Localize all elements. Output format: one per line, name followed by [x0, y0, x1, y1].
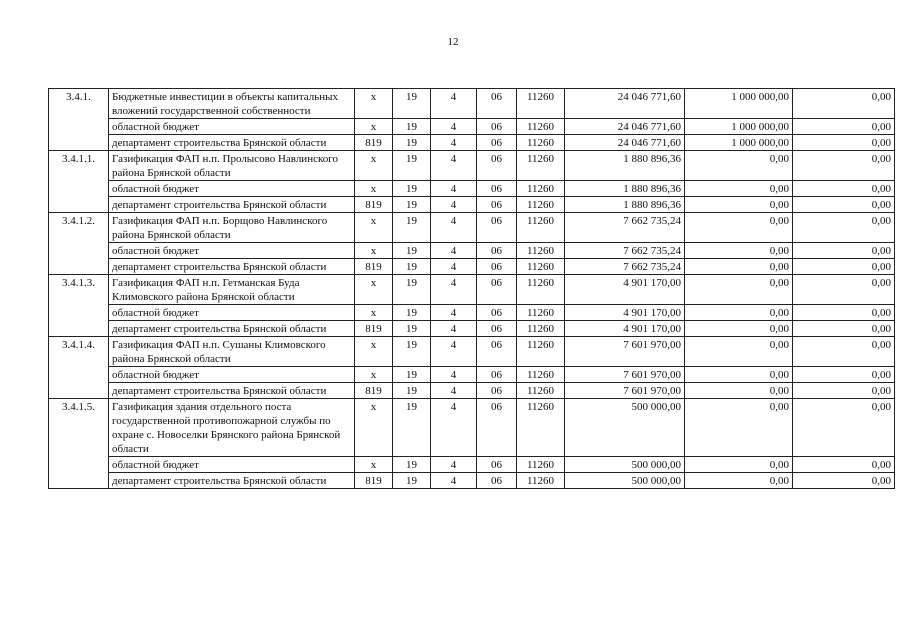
program-code: 06: [477, 337, 517, 367]
item-name: департамент строительства Брянской области: [109, 135, 355, 151]
program-code: 06: [477, 457, 517, 473]
glav-code: 819: [355, 197, 393, 213]
amount-year-1: 24 046 771,60: [565, 135, 685, 151]
table-row: [49, 89, 895, 119]
target-code: 11260: [517, 473, 565, 489]
table-row: [49, 321, 895, 337]
program-code: 06: [477, 259, 517, 275]
item-name: областной бюджет: [109, 367, 355, 383]
glav-code: х: [355, 399, 393, 457]
target-code: 11260: [517, 321, 565, 337]
amount-year-3: 0,00: [793, 151, 895, 181]
target-code: 11260: [517, 135, 565, 151]
amount-year-1: 4 901 170,00: [565, 275, 685, 305]
amount-year-3: 0,00: [793, 181, 895, 197]
page-number: 12: [447, 36, 459, 48]
program-code: 06: [477, 367, 517, 383]
target-code: 11260: [517, 275, 565, 305]
subsection-code: 4: [431, 213, 477, 243]
item-name: департамент строительства Брянской области: [109, 383, 355, 399]
amount-year-2: 0,00: [685, 197, 793, 213]
amount-year-1: 4 901 170,00: [565, 321, 685, 337]
amount-year-2: 0,00: [685, 337, 793, 367]
section-code: 19: [393, 89, 431, 119]
item-number: 3.4.1.3.: [49, 275, 109, 337]
amount-year-3: 0,00: [793, 89, 895, 119]
section-code: 19: [393, 399, 431, 457]
subsection-code: 4: [431, 89, 477, 119]
item-name: Газификация здания отдельного поста государственной противопожарной службы по охране с. Новоселки Брянского района Брянской области: [109, 399, 355, 457]
subsection-code: 4: [431, 275, 477, 305]
section-code: 19: [393, 213, 431, 243]
amount-year-3: 0,00: [793, 275, 895, 305]
item-name: Газификация ФАП н.п. Борщово Навлинского района Брянской области: [109, 213, 355, 243]
glav-code: х: [355, 457, 393, 473]
program-code: 06: [477, 243, 517, 259]
amount-year-3: 0,00: [793, 197, 895, 213]
glav-code: х: [355, 119, 393, 135]
amount-year-2: 0,00: [685, 151, 793, 181]
amount-year-2: 1 000 000,00: [685, 135, 793, 151]
amount-year-3: 0,00: [793, 321, 895, 337]
program-code: 06: [477, 275, 517, 305]
target-code: 11260: [517, 197, 565, 213]
target-code: 11260: [517, 119, 565, 135]
program-code: 06: [477, 135, 517, 151]
budget-table: [48, 88, 895, 489]
target-code: 11260: [517, 181, 565, 197]
subsection-code: 4: [431, 181, 477, 197]
item-name: департамент строительства Брянской области: [109, 321, 355, 337]
subsection-code: 4: [431, 367, 477, 383]
amount-year-3: 0,00: [793, 213, 895, 243]
subsection-code: 4: [431, 337, 477, 367]
item-name: областной бюджет: [109, 243, 355, 259]
amount-year-1: 7 662 735,24: [565, 213, 685, 243]
glav-code: 819: [355, 135, 393, 151]
item-number: 3.4.1.: [49, 89, 109, 151]
table-row: [49, 197, 895, 213]
item-number: 3.4.1.5.: [49, 399, 109, 489]
glav-code: 819: [355, 473, 393, 489]
section-code: 19: [393, 119, 431, 135]
item-name: областной бюджет: [109, 305, 355, 321]
amount-year-3: 0,00: [793, 119, 895, 135]
section-code: 19: [393, 151, 431, 181]
subsection-code: 4: [431, 243, 477, 259]
budget-table-body: [49, 89, 895, 489]
amount-year-1: 500 000,00: [565, 473, 685, 489]
amount-year-1: 1 880 896,36: [565, 197, 685, 213]
item-number: 3.4.1.2.: [49, 213, 109, 275]
section-code: 19: [393, 197, 431, 213]
amount-year-2: 0,00: [685, 399, 793, 457]
table-row: [49, 259, 895, 275]
section-code: 19: [393, 305, 431, 321]
item-name: Бюджетные инвестиции в объекты капитальных вложений государственной собственности: [109, 89, 355, 119]
target-code: 11260: [517, 89, 565, 119]
table-row: [49, 399, 895, 457]
program-code: 06: [477, 213, 517, 243]
amount-year-2: 0,00: [685, 457, 793, 473]
amount-year-2: 0,00: [685, 305, 793, 321]
amount-year-1: 7 601 970,00: [565, 367, 685, 383]
program-code: 06: [477, 473, 517, 489]
subsection-code: 4: [431, 151, 477, 181]
item-name: департамент строительства Брянской области: [109, 473, 355, 489]
program-code: 06: [477, 305, 517, 321]
item-number: 3.4.1.1.: [49, 151, 109, 213]
section-code: 19: [393, 243, 431, 259]
program-code: 06: [477, 321, 517, 337]
section-code: 19: [393, 321, 431, 337]
amount-year-1: 7 662 735,24: [565, 243, 685, 259]
subsection-code: 4: [431, 457, 477, 473]
table-row: [49, 337, 895, 367]
glav-code: х: [355, 305, 393, 321]
section-code: 19: [393, 473, 431, 489]
glav-code: 819: [355, 259, 393, 275]
section-code: 19: [393, 275, 431, 305]
table-row: [49, 243, 895, 259]
program-code: 06: [477, 197, 517, 213]
target-code: 11260: [517, 457, 565, 473]
glav-code: х: [355, 181, 393, 197]
amount-year-3: 0,00: [793, 383, 895, 399]
target-code: 11260: [517, 383, 565, 399]
glav-code: х: [355, 89, 393, 119]
program-code: 06: [477, 399, 517, 457]
glav-code: х: [355, 367, 393, 383]
item-name: Газификация ФАП н.п. Гетманская Буда Климовского района Брянской области: [109, 275, 355, 305]
amount-year-3: 0,00: [793, 135, 895, 151]
subsection-code: 4: [431, 135, 477, 151]
subsection-code: 4: [431, 259, 477, 275]
amount-year-2: 0,00: [685, 243, 793, 259]
subsection-code: 4: [431, 305, 477, 321]
section-code: 19: [393, 457, 431, 473]
table-row: [49, 473, 895, 489]
program-code: 06: [477, 181, 517, 197]
glav-code: х: [355, 243, 393, 259]
glav-code: х: [355, 337, 393, 367]
program-code: 06: [477, 119, 517, 135]
target-code: 11260: [517, 213, 565, 243]
amount-year-1: 7 601 970,00: [565, 337, 685, 367]
amount-year-1: 7 662 735,24: [565, 259, 685, 275]
amount-year-1: 1 880 896,36: [565, 181, 685, 197]
table-row: [49, 383, 895, 399]
item-name: областной бюджет: [109, 119, 355, 135]
table-row: [49, 135, 895, 151]
item-name: Газификация ФАП н.п. Сушаны Климовского района Брянской области: [109, 337, 355, 367]
amount-year-2: 1 000 000,00: [685, 119, 793, 135]
amount-year-2: 1 000 000,00: [685, 89, 793, 119]
amount-year-3: 0,00: [793, 367, 895, 383]
amount-year-2: 0,00: [685, 383, 793, 399]
amount-year-1: 24 046 771,60: [565, 119, 685, 135]
amount-year-1: 500 000,00: [565, 399, 685, 457]
item-name: департамент строительства Брянской области: [109, 259, 355, 275]
amount-year-3: 0,00: [793, 337, 895, 367]
table-row: [49, 181, 895, 197]
subsection-code: 4: [431, 383, 477, 399]
table-row: [49, 367, 895, 383]
item-number: 3.4.1.4.: [49, 337, 109, 399]
item-name: областной бюджет: [109, 181, 355, 197]
amount-year-3: 0,00: [793, 305, 895, 321]
item-name: Газификация ФАП н.п. Пролысово Навлинского района Брянской области: [109, 151, 355, 181]
amount-year-1: 7 601 970,00: [565, 383, 685, 399]
target-code: 11260: [517, 367, 565, 383]
amount-year-2: 0,00: [685, 275, 793, 305]
item-name: областной бюджет: [109, 457, 355, 473]
target-code: 11260: [517, 399, 565, 457]
subsection-code: 4: [431, 119, 477, 135]
section-code: 19: [393, 259, 431, 275]
glav-code: х: [355, 275, 393, 305]
amount-year-2: 0,00: [685, 473, 793, 489]
amount-year-1: 1 880 896,36: [565, 151, 685, 181]
program-code: 06: [477, 383, 517, 399]
glav-code: 819: [355, 321, 393, 337]
amount-year-3: 0,00: [793, 399, 895, 457]
target-code: 11260: [517, 243, 565, 259]
target-code: 11260: [517, 337, 565, 367]
amount-year-2: 0,00: [685, 321, 793, 337]
item-name: департамент строительства Брянской области: [109, 197, 355, 213]
glav-code: 819: [355, 383, 393, 399]
program-code: 06: [477, 151, 517, 181]
table-row: [49, 119, 895, 135]
program-code: 06: [477, 89, 517, 119]
target-code: 11260: [517, 305, 565, 321]
amount-year-1: 24 046 771,60: [565, 89, 685, 119]
amount-year-3: 0,00: [793, 457, 895, 473]
amount-year-2: 0,00: [685, 367, 793, 383]
section-code: 19: [393, 181, 431, 197]
section-code: 19: [393, 383, 431, 399]
section-code: 19: [393, 337, 431, 367]
table-row: [49, 275, 895, 305]
subsection-code: 4: [431, 197, 477, 213]
table-row: [49, 457, 895, 473]
glav-code: х: [355, 151, 393, 181]
subsection-code: 4: [431, 399, 477, 457]
amount-year-3: 0,00: [793, 473, 895, 489]
subsection-code: 4: [431, 473, 477, 489]
glav-code: х: [355, 213, 393, 243]
amount-year-2: 0,00: [685, 181, 793, 197]
target-code: 11260: [517, 259, 565, 275]
amount-year-1: 500 000,00: [565, 457, 685, 473]
amount-year-1: 4 901 170,00: [565, 305, 685, 321]
amount-year-2: 0,00: [685, 259, 793, 275]
subsection-code: 4: [431, 321, 477, 337]
target-code: 11260: [517, 151, 565, 181]
amount-year-3: 0,00: [793, 243, 895, 259]
table-row: [49, 305, 895, 321]
amount-year-2: 0,00: [685, 213, 793, 243]
section-code: 19: [393, 135, 431, 151]
table-row: [49, 213, 895, 243]
table-row: [49, 151, 895, 181]
amount-year-3: 0,00: [793, 259, 895, 275]
section-code: 19: [393, 367, 431, 383]
